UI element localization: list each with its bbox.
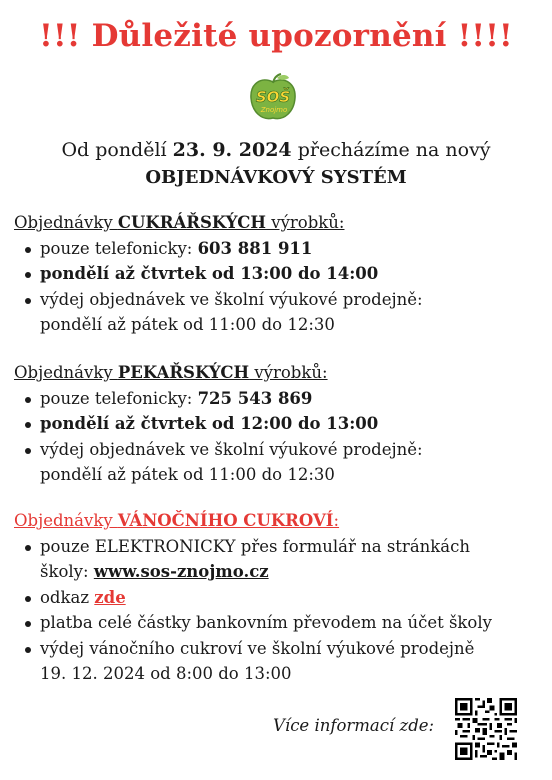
order-form-link[interactable]: zde (94, 587, 126, 607)
intro-suffix: přecházíme na nový (291, 139, 491, 161)
list-item (14, 386, 544, 412)
item-text: výdej vánočního cukroví ve školní výukové prodejně (40, 638, 475, 658)
item-text2-prefix: školy: (40, 562, 94, 581)
section-heading (14, 360, 544, 386)
heading-prefix: Objednávky (14, 511, 118, 530)
heading-suffix: výrobků: (266, 213, 345, 232)
list-item (14, 585, 544, 611)
item-text: pouze ELEKTRONICKY přes formulář na stránkách (40, 536, 470, 556)
item-prefix: odkaz (40, 587, 95, 607)
section-vanocni-cukrovi (14, 508, 544, 687)
section-heading (14, 210, 544, 236)
item-prefix: pouze telefonicky: (40, 238, 198, 258)
list-item: pondělí až čtvrtek od 13:00 do 14:00 (14, 261, 544, 287)
list-item (14, 287, 544, 338)
qr-code-icon[interactable] (455, 698, 517, 760)
intro-prefix: Od pondělí (61, 139, 173, 161)
intro-line1 (0, 136, 552, 164)
intro (0, 136, 552, 192)
item-list (14, 534, 544, 687)
intro-line2: OBJEDNÁVKOVÝ SYSTÉM (145, 167, 407, 188)
item-list (14, 386, 544, 488)
heading-bold: CUKRÁŘSKÝCH (117, 213, 267, 232)
phone-number: 603 881 911 (197, 238, 313, 258)
section-heading (14, 508, 544, 534)
list-item: platba celé částky bankovním převodem na účet školy (14, 610, 544, 636)
heading-prefix: Objednávky (14, 363, 118, 382)
logo-text-top: SOŠ (255, 88, 291, 106)
page-title: !!! Důležité upozornění !!!! (39, 18, 513, 54)
intro-date: 23. 9. 2024 (172, 139, 292, 161)
heading-bold: VÁNOČNÍHO CUKROVÍ (117, 511, 334, 530)
item-text: výdej objednávek ve školní výukové prodejně: (40, 289, 423, 309)
section-cukrarske (14, 210, 544, 338)
item-prefix: pouze telefonicky: (40, 388, 198, 408)
item-text2: pondělí až pátek od 11:00 do 12:30 (40, 315, 335, 334)
item-text: výdej objednávek ve školní výukové prodejně: (40, 439, 423, 459)
heading-prefix: Objednávky (14, 213, 118, 232)
list-item (14, 236, 544, 262)
heading-bold: PEKAŘSKÝCH (117, 363, 250, 382)
list-item (14, 534, 544, 585)
school-logo-icon (247, 72, 299, 122)
heading-suffix: výrobků: (249, 363, 328, 382)
section-pekarske (14, 360, 544, 488)
list-item (14, 437, 544, 488)
more-info-label: Více informací zde: (273, 716, 435, 735)
heading-suffix: : (333, 511, 340, 530)
item-list (14, 236, 544, 338)
phone-number: 725 543 869 (197, 388, 313, 408)
logo-text-bottom: Znojmo (260, 106, 288, 114)
list-item: pondělí až čtvrtek od 12:00 do 13:00 (14, 411, 544, 437)
list-item (14, 636, 544, 687)
item-text2: 19. 12. 2024 od 8:00 do 13:00 (40, 664, 292, 683)
school-website-link[interactable]: www.sos-znojmo.cz (93, 562, 269, 581)
item-text2: pondělí až pátek od 11:00 do 12:30 (40, 465, 335, 484)
